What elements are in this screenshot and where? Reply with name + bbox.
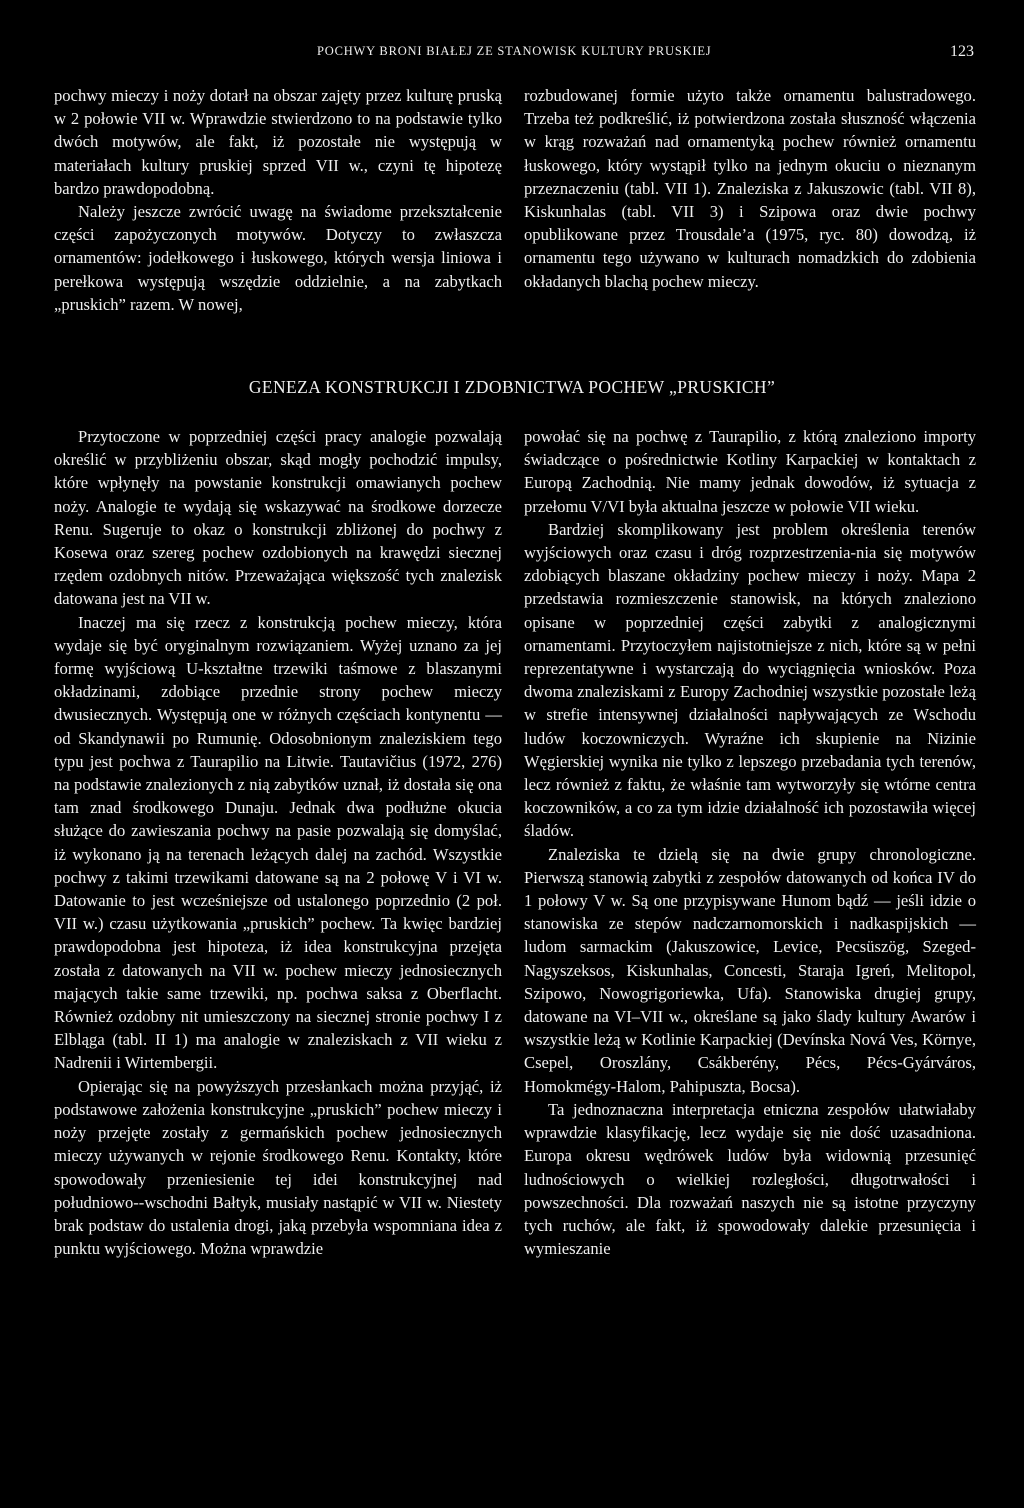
bottom-right-column — [524, 425, 976, 1260]
top-right-column — [524, 84, 976, 293]
paragraph: Inaczej ma się rzecz z konstrukcją pochew mieczy, która wydaje się być oryginalnym rozwiązaniem. Wyżej uznano za jej formę wyjściową U-kształtne trzewiki taśmowe z blaszanymi okładzinami, zdobiące przednie strony pochew mieczy dwusiecznych. Występują one w różnych częściach kontynentu — od Skandynawii po Rumunię. Odosobnionym znaleziskiem tego typu jest pochwa z Taurapilio na Litwie. Tautavičius (1972, 276) na podstawie znalezionych z nią zabytków uznał, iż dostała się ona tam znad środkowego Dunaju. Jednak dwa podłużne okucia służące do zawieszania pochwy na pasie pozwalają się domyślać, iż wykonano ją na terenach leżących dalej na zachód. Wszystkie pochwy z takimi trzewikami datowane są na 2 połowę V i VI w. Datowanie to jest wcześniejsze od ustalonego poprzednio (2 poł. VII w.) czasu użytkowania „pruskich” pochew. Ta kwięc bardziej prawdopodobna jest hipoteza, iż idea konstrukcyjna przejęta została z datowanych na VII w. pochew mieczy jednosiecznych mających takie same trzewiki, np. pochwa saksa z Oberflacht. Również ozdobny nit umieszczony na siecznej stronie pochwy I z Elbląga (tabl. II 1) ma analogie w znaleziskach z VII wieku z Nadrenii i Wirtembergii. — [54, 612, 502, 1073]
paragraph: Należy jeszcze zwrócić uwagę na świadome przekształcenie części zapożyczonych motywów. Dotyczy to zwłaszcza ornamentów: jodełkowego i łuskowego, których wersja liniowa i perełkowa występują wszędzie oddzielnie, a na zabytkach „pruskich” razem. W nowej, — [54, 202, 502, 314]
paragraph: Ta jednoznaczna interpretacja etniczna zespołów ułatwiałaby wprawdzie klasyfikację, lecz wydaje się nie dość uzasadniona. Europa okresu wędrówek ludów była widownią przesunięć ludnościowych o wielkiej rozległości, długotrwałości i powszechności. Dla rozważań naszych nie są istotne przyczyny tych ruchów, ale fakt, iż spowodowały dalekie przesunięcia i wymieszanie — [524, 1099, 976, 1259]
page-number: 123 — [950, 43, 974, 60]
section-heading: GENEZA KONSTRUKCJI I ZDOBNICTWA POCHEW „PRUSKICH” — [248, 377, 776, 397]
paragraph: Opierając się na powyższych przesłankach można przyjąć, iż podstawowe założenia konstrukcyjne „pruskich” pochew mieczy i noży przejęte zostały z germańskich pochew jednosiecznych mieczy używanych w rejonie środkowego Renu. Kontakty, które spowodowały przeniesienie tej idei konstrukcyjnej nad południowo--wschodni Bałtyk, musiały nastąpić w VII w. Niestety brak podstaw do ustalenia drogi, jaką przebyła wspomniana idea z punktu wyjściowego. Można wprawdzie — [54, 1076, 502, 1259]
bottom-left-column — [54, 425, 502, 1260]
paragraph: Znaleziska te dzielą się na dwie grupy chronologiczne. Pierwszą stanowią zabytki z zespołów datowanych od końca IV do 1 połowy V w. Są one przypisywane Hunom bądź — jeśli idzie o stanowiska ze stepów nadczarnomorskich i nadkaspijskich — ludom sarmackim (Jakuszowice, Levice, Pecsüszög, Szeged-Nagyszeksos, Kiskunhalas, Concesti, Staraja Igreń, Melitopol, Szipowo, Nowogrigoriewka, Ufa). Stanowiska drugiej grupy, datowane na VI–VII w., określane są jako ślady kultury Awarów i wszystkie leżą w Kotlinie Karpackiej (Devínska Nová Ves, Környe, Csepel, Oroszlány, Csákberény, Pécs, Pécs-Gyárváros, Homokmégy-Halom, Pahipuszta, Bocsa). — [524, 844, 976, 1096]
running-head: POCHWY BRONI BIAŁEJ ZE STANOWISK KULTURY PRUSKIEJ — [317, 44, 712, 58]
paragraph: powołać się na pochwę z Taurapilio, z którą znaleziono importy świadczące o pośrednictwie Kotliny Karpackiej w kontaktach z Europą Zachodnią. Nie mamy jednak dowodów, iż sytuacja z przełomu V/VI była aktualna jeszcze w połowie VII wieku. — [524, 427, 976, 516]
paragraph: Bardziej skomplikowany jest problem określenia terenów wyjściowych oraz czasu i dróg rozprzestrzenia-nia się motywów zdobiących blaszane okładziny pochew mieczy i noży. Mapa 2 przedstawia rozmieszczenie stanowisk, na których znaleziono opisane w poprzedniej części zabytki z analogicznymi ornamentami. Przytoczyłem najistotniejsze z nich, które są w pełni reprezentatywne i wystarczają do wyciągnięcia wniosków. Poza dwoma znaleziskami z Europy Zachodniej wszystkie pozostałe leżą w strefie intensywnej działalności napływających ze Wschodu ludów koczowniczych. Wyraźne ich skupienie na Nizinie Węgierskiej wynika nie tylko z lepszego przebadania tych terenów, lecz również z faktu, że właśnie tam wytworzyły się wtórne centra koczowników, a co za tym idzie działalność ich pozostawiła więcej śladów. — [524, 519, 976, 841]
top-left-column — [54, 84, 502, 316]
paragraph: pochwy mieczy i noży dotarł na obszar zajęty przez kulturę pruską w 2 połowie VII w. Wprawdzie stwierdzono to na podstawie tylko dwóch motywów, ale fakt, iż pozostałe nie występują w materiałach kultury pruskiej sprzed VII w., czyni tę hipotezę bardzo prawdopodobną. — [54, 86, 502, 198]
paragraph: Przytoczone w poprzedniej części pracy analogie pozwalają określić w przybliżeniu obszar, skąd mogły pochodzić impulsy, które wpłynęły na powstanie konstrukcji omawianych pochew noży. Analogie te wydają się wskazywać na środkowe dorzecze Renu. Sugeruje to okaz o konstrukcji zbliżonej do pochwy z Kosewa oraz szereg pochew ozdobionych na krawędzi siecznej rzędem ozdobnych nitów. Przeważająca większość tych znalezisk datowana jest na VII w. — [54, 427, 502, 609]
paragraph: rozbudowanej formie użyto także ornamentu balustradowego. Trzeba też podkreślić, iż potwierdzona została słuszność włączenia w krąg rozważań nad ornamentyką pochew również ornamentu łuskowego, który wystąpił tylko na jednym okuciu o nieznanym przeznaczeniu (tabl. VII 1). Znaleziska z Jakuszowic (tabl. VII 8), Kiskunhalas (tabl. VII 3) i Szipowa oraz dwie pochwy opublikowane przez Trousdale’a (1975, ryc. 80) dowodzą, iż ornamentu tego używano w kulturach nomadzkich do zdobienia okładanych blachą pochew mieczy. — [524, 86, 976, 291]
